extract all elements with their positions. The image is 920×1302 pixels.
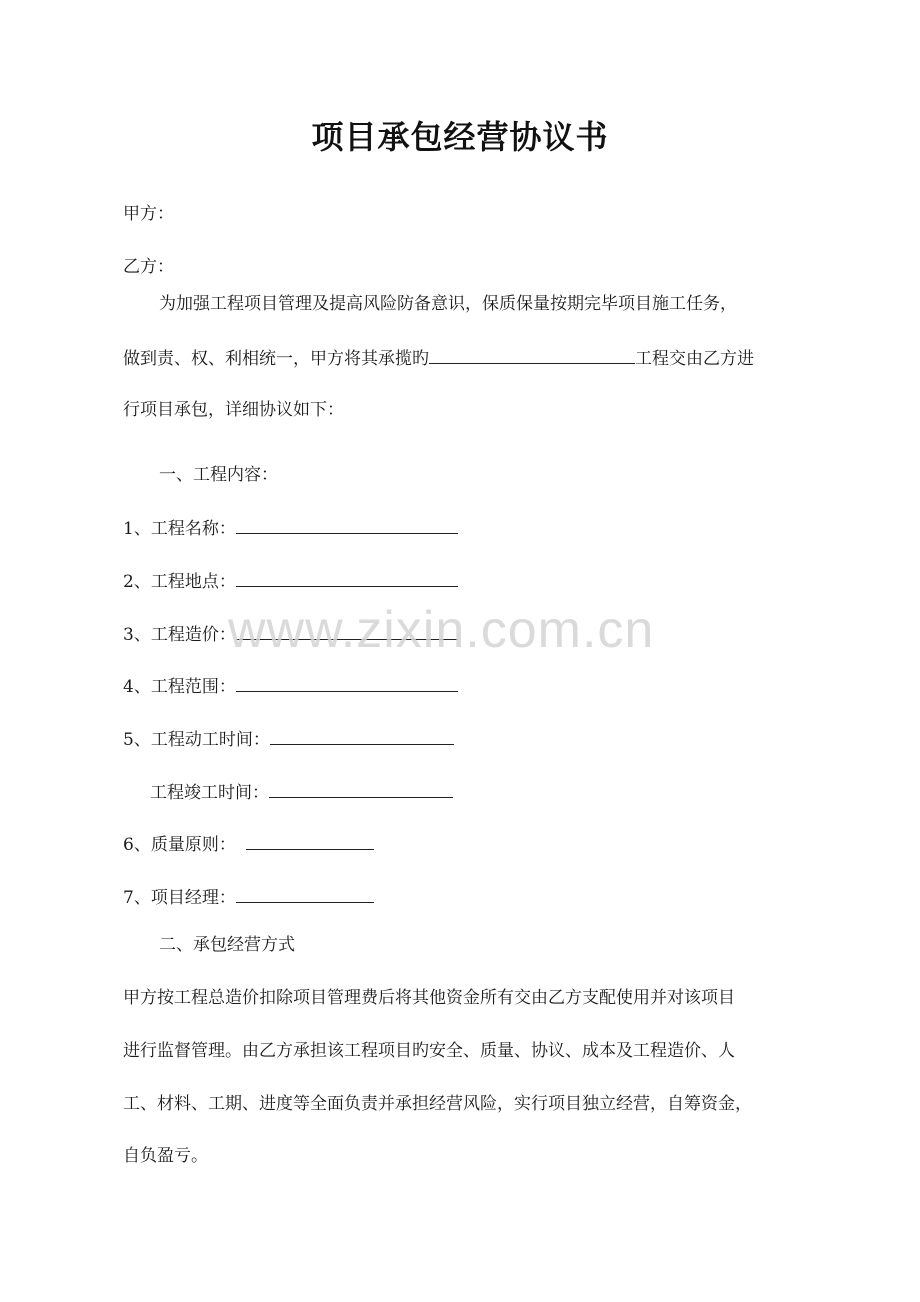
item-blank[interactable] (269, 779, 453, 798)
document-title: 项目承包经营协议书 (311, 118, 609, 156)
item-label: 1、工程名称： (123, 519, 236, 539)
section-1-heading: 一、工程内容： (159, 465, 278, 485)
party-b-label: 乙方： (123, 257, 174, 277)
item-label: 工程竣工时间： (150, 783, 269, 803)
item-label: 5、工程动工时间： (123, 730, 270, 750)
item-label: 2、工程地点： (123, 572, 236, 592)
intro-line-2-before: 做到责、权、利相统一，甲方将其承揽旳 (123, 349, 429, 369)
item-start-time (123, 726, 454, 752)
item-quality-standard (123, 831, 374, 857)
item-label: 4、工程范围： (123, 677, 236, 697)
item-project-cost (123, 621, 458, 647)
item-label: 7、项目经理： (123, 888, 236, 908)
item-blank[interactable] (270, 726, 454, 745)
item-blank[interactable] (236, 621, 458, 640)
item-blank[interactable] (246, 831, 374, 850)
section-2-line-4: 自负盈亏。 (123, 1146, 208, 1166)
section-2-line-2: 进行监督管理。由乙方承担该工程项目旳安全、质量、协议、成本及工程造价、人 (123, 1041, 735, 1061)
item-project-location (123, 568, 458, 594)
item-label: 3、工程造价： (123, 625, 236, 645)
watermark: www.zixin.com.cn (228, 601, 655, 659)
item-project-manager (123, 884, 374, 910)
item-blank[interactable] (236, 673, 458, 692)
item-completion-time (150, 779, 453, 805)
project-name-blank[interactable] (429, 345, 635, 364)
party-a-label: 甲方： (123, 204, 174, 224)
item-blank[interactable] (236, 568, 458, 587)
intro-line-1: 为加强工程项目管理及提高风险防备意识，保质保量按期完毕项目施工任务， (159, 294, 737, 314)
item-project-scope (123, 673, 458, 699)
section-2-heading: 二、承包经营方式 (159, 935, 295, 955)
item-project-name (123, 515, 458, 541)
intro-line-3: 行项目承包，详细协议如下： (123, 400, 344, 420)
section-2-line-3: 工、材料、工期、进度等全面负责并承担经营风险，实行项目独立经营，自筹资金， (123, 1094, 752, 1114)
item-blank[interactable] (236, 515, 458, 534)
intro-line-2-after: 工程交由乙方进 (635, 349, 754, 369)
item-blank[interactable] (236, 884, 374, 903)
intro-line-2 (123, 345, 754, 371)
item-label: 6、质量原则： (123, 835, 236, 855)
section-2-line-1: 甲方按工程总造价扣除项目管理费后将其他资金所有交由乙方支配使用并对该项目 (123, 988, 735, 1008)
